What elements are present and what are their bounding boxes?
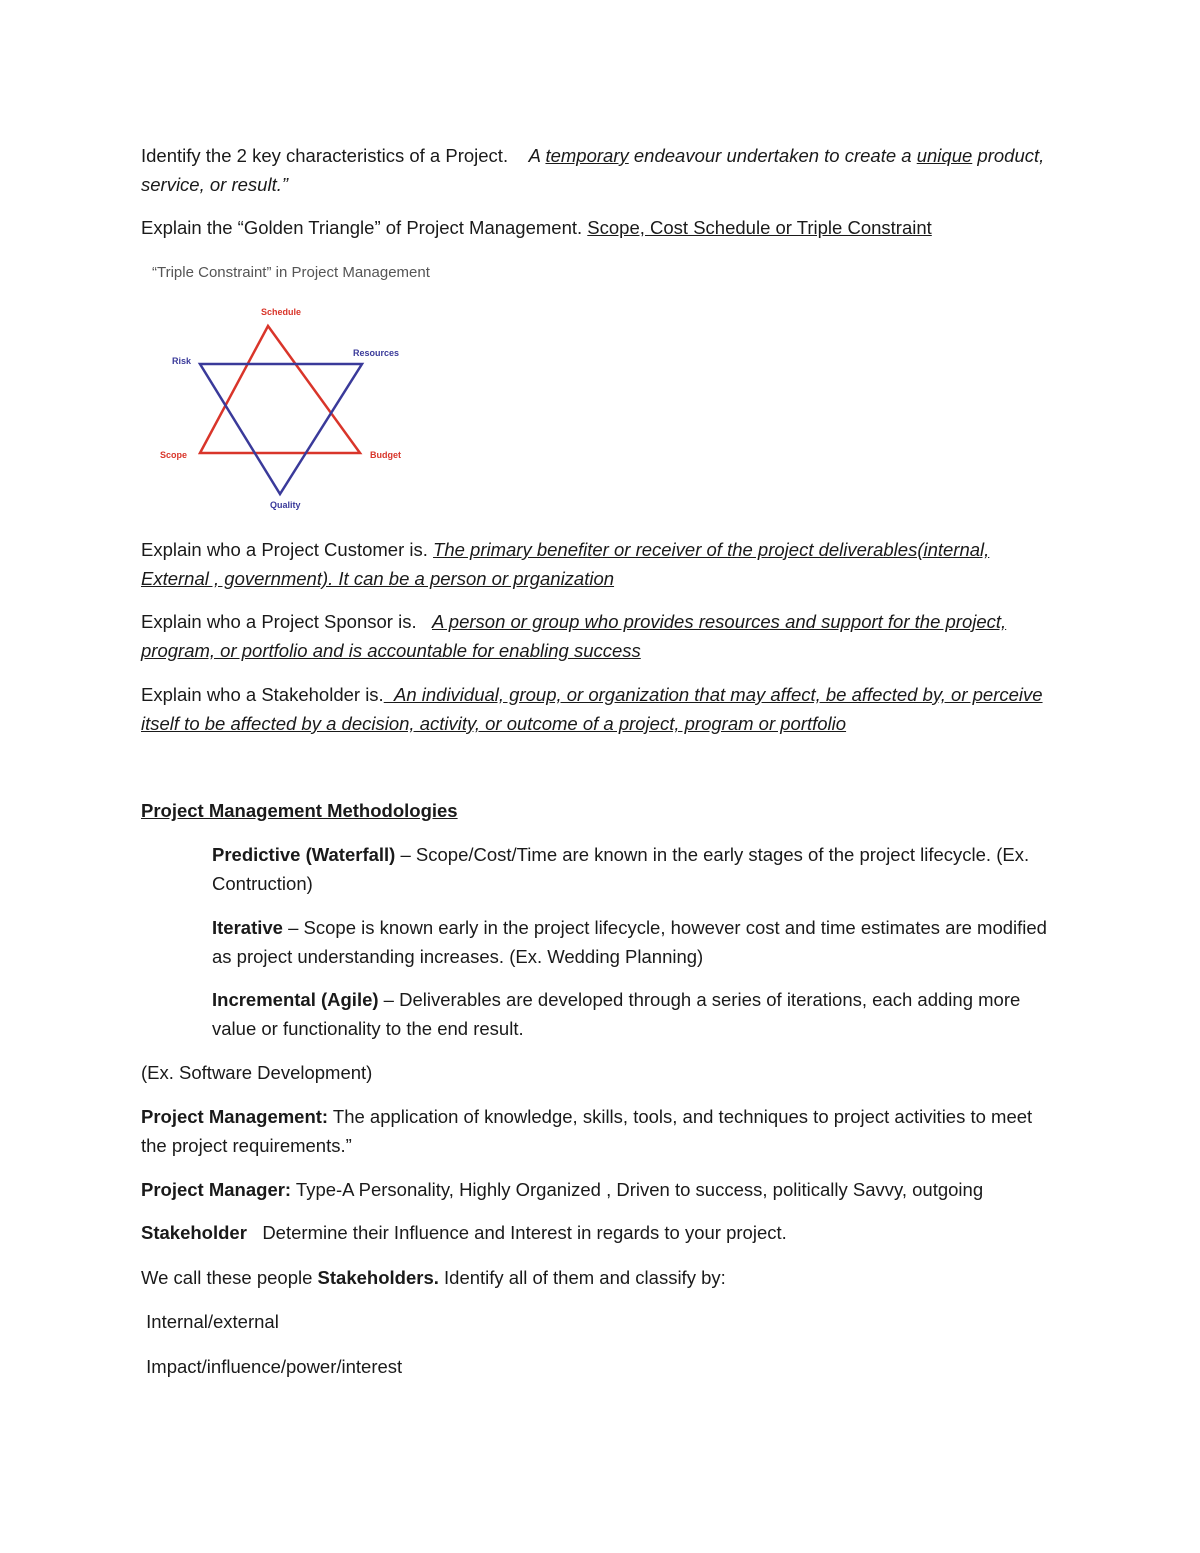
blue-triangle	[200, 364, 362, 494]
question-text: Explain who a Project Customer is.	[141, 539, 428, 560]
answer-text: An individual, group, or organization that may affect, be affected by, or perceive itself to be affected by a decision, activity, or outcome of a project, program or portfolio	[141, 684, 1043, 734]
methodology-desc: – Deliverables are developed through a series of iterations, each adding more value or functionality to the end result.	[212, 989, 1021, 1039]
label-quality: Quality	[270, 500, 301, 510]
question-text: Explain the “Golden Triangle” of Project Management.	[141, 217, 583, 238]
stakeholders-term: Stakeholders.	[317, 1267, 439, 1288]
label-scope: Scope	[160, 450, 188, 460]
methodology-item	[212, 913, 1062, 971]
question-text: Explain who a Project Sponsor is.	[141, 611, 417, 632]
definition-desc: Type-A Personality, Highly Organized , Driven to success, politically Savvy, outgoing	[291, 1179, 984, 1200]
definition-desc: Determine their Influence and Interest in regards to your project.	[246, 1222, 787, 1243]
stakeholder-classify-intro: We call these people Stakeholders. Identify all of them and classify by:	[141, 1267, 726, 1288]
methodology-item	[212, 985, 1062, 1043]
figure-title: “Triple Constraint” in Project Management	[152, 264, 430, 281]
answer-text: A temporary endeavour undertaken to create a unique product, service, or result.”	[141, 145, 1045, 195]
question-project-characteristics	[141, 141, 1061, 199]
definition-term: Project Manager:	[141, 1179, 292, 1200]
definition-stakeholder	[141, 1218, 1061, 1247]
methodology-term: Incremental (Agile)	[212, 989, 379, 1010]
label-resources: Resources	[353, 348, 400, 358]
answer-text: Scope, Cost Schedule or Triple Constraint	[587, 217, 932, 238]
definition-term: Project Management:	[141, 1106, 329, 1127]
methodology-example: (Ex. Software Development)	[141, 1062, 373, 1083]
definition-desc: The application of knowledge, skills, tools, and techniques to project activities to meet the project requirements.”	[141, 1106, 1033, 1156]
label-schedule: Schedule	[261, 307, 302, 317]
definition-project-management	[141, 1102, 1061, 1160]
question-project-sponsor	[141, 607, 1061, 665]
question-golden-triangle	[141, 213, 1061, 242]
methodology-term: Iterative	[212, 917, 283, 938]
red-triangle	[200, 326, 360, 453]
question-text: Identify the 2 key characteristics of a Project.	[141, 145, 509, 166]
question-project-customer	[141, 535, 1061, 593]
label-budget: Budget	[370, 450, 401, 460]
question-text: Explain who a Stakeholder is.	[141, 684, 384, 705]
answer-text: The primary benefiter or receiver of the project deliverables(internal, External , government). It can be a person or prganization	[141, 539, 990, 589]
question-stakeholder	[141, 680, 1061, 738]
classify-item: Impact/influence/power/interest	[141, 1356, 403, 1377]
methodology-term: Predictive (Waterfall)	[212, 844, 396, 865]
classify-item: Internal/external	[141, 1311, 279, 1332]
methodology-desc: – Scope/Cost/Time are known in the early stages of the project lifecycle. (Ex. Contruction)	[212, 844, 1030, 894]
definition-project-manager	[141, 1175, 1061, 1204]
methodology-desc: – Scope is known early in the project lifecycle, however cost and time estimates are modified as project understanding increases. (Ex. Wedding Planning)	[212, 917, 1047, 967]
definition-term: Stakeholder	[141, 1222, 247, 1243]
triple-constraint-figure	[140, 255, 440, 520]
section-heading: Project Management Methodologies	[141, 800, 458, 821]
label-risk: Risk	[172, 356, 192, 366]
methodology-item	[212, 840, 1062, 898]
answer-text: A person or group who provides resources and support for the project, program, or portfolio and is accountable for enabling success	[141, 611, 1007, 661]
